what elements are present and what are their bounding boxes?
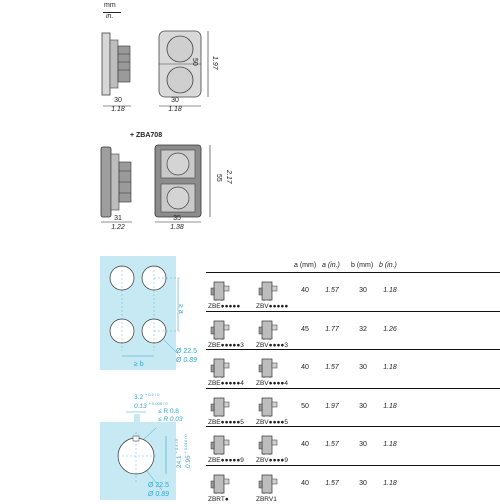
cutout2-d2-value: 24.1 [176, 455, 184, 468]
cell-a-in: 1.57 [325, 479, 339, 487]
cutout1-dia-mm: Ø 22.5 [176, 348, 198, 355]
table-row [206, 272, 500, 311]
cell-b-in: 1.18 [383, 402, 397, 410]
reference-1: ZBE●●●●●9 [208, 457, 244, 464]
reference-2: ZBV●●●●9 [256, 457, 288, 464]
cutout2-radius-in: ≤ R 0.03 [158, 416, 183, 423]
cell-a-mm: 50 [301, 402, 309, 410]
table-row [206, 426, 500, 465]
table-row [206, 388, 500, 427]
mid-front-width-in: 1.38 [170, 224, 184, 231]
contact-block-2-icon [258, 433, 280, 455]
cell-b-in: 1.18 [383, 441, 397, 448]
cutout2-d1-tol: + 0.2 / 0 [144, 392, 160, 397]
cell-b-in: 1.18 [383, 479, 397, 487]
cutout2-d1-value: 3.2 [134, 394, 144, 402]
cell-a-in: 1.57 [325, 287, 339, 294]
cutout1-b-label: ≥ b [134, 361, 144, 368]
cutout1-a-label: ≥ a [177, 304, 184, 314]
contact-block-2-icon [258, 395, 280, 417]
cutout2-d1-in-tol: + 0.008 / 0 [148, 401, 168, 406]
contact-block-2-icon [258, 356, 280, 378]
cutout2-d2-tol: + 0.4 / 0 [174, 438, 179, 454]
cell-b-mm: 30 [359, 364, 367, 371]
mid-caption: + ZBA708 [130, 132, 163, 139]
mid-side-width-in: 1.22 [111, 224, 125, 231]
header-a-in: a (in.) [322, 262, 340, 269]
top-view-drawing [95, 28, 215, 118]
cell-b-mm: 30 [359, 441, 367, 448]
top-side-width-in: 1.18 [111, 106, 125, 113]
table-row [206, 465, 500, 504]
contact-block-2-icon [258, 472, 280, 494]
unit-mm: mm [104, 2, 116, 9]
cell-b-in: 1.18 [383, 364, 397, 371]
contact-block-1-icon [210, 279, 232, 301]
cutout1-dia-in: Ø 0.89 [176, 357, 198, 364]
cutout2-d2 [174, 439, 183, 468]
cutout2-d2-in-tol: + 0.016 / 0 [183, 434, 188, 454]
cell-a-in: 1.57 [325, 364, 339, 371]
header-b-mm: b (mm) [351, 262, 374, 269]
cell-a-mm: 40 [301, 364, 309, 371]
cell-b-mm: 32 [359, 325, 367, 333]
table-row [206, 349, 500, 388]
cell-a-in: 1.97 [325, 402, 339, 410]
cell-a-in: 1.77 [325, 325, 339, 333]
mid-side-width-mm: 31 [114, 215, 122, 222]
mid-height-in: 2.17 [225, 170, 232, 184]
contact-block-1-icon [210, 395, 232, 417]
top-height-mm: 50 [191, 58, 198, 66]
cutout2-dia-mm: Ø 22.5 [148, 482, 170, 489]
mid-front-width-mm: 35 [173, 215, 181, 222]
contact-block-1-icon [210, 318, 232, 340]
reference-2: ZBRV1 [256, 495, 277, 503]
reference-1: ZBE●●●●●3 [208, 341, 244, 349]
contact-block-1-icon [210, 433, 232, 455]
cutout2-d2-in-value: 0.95 [185, 455, 193, 468]
cell-b-mm: 30 [359, 479, 367, 487]
header-a-mm: a (mm) [294, 262, 317, 269]
cell-a-mm: 40 [301, 441, 309, 448]
cell-b-in: 1.18 [383, 287, 397, 294]
mid-height-mm: 55 [215, 174, 222, 182]
contact-block-1-icon [210, 356, 232, 378]
table-row [206, 311, 500, 350]
cell-b-mm: 30 [359, 287, 367, 294]
top-side-width-mm: 30 [114, 97, 122, 104]
cell-a-mm: 45 [301, 325, 309, 333]
reference-1: ZBE●●●●● [208, 303, 241, 310]
reference-2: ZBV●●●●3 [256, 341, 288, 349]
header-b-in: b (in.) [379, 262, 397, 269]
cutout2-dia-in: Ø 0.89 [148, 491, 170, 498]
cutout2-radius-mm: ≤ R 0.8 [158, 408, 179, 415]
cutout2-d1 [134, 392, 159, 401]
contact-block-1-icon [210, 472, 232, 494]
cutout2-d1-in-value: 0.13 [134, 403, 147, 411]
cutout2-d2-in [183, 435, 192, 468]
cell-a-in: 1.57 [325, 441, 339, 448]
reference-2: ZBV●●●●● [256, 303, 289, 310]
cell-a-mm: 40 [301, 479, 309, 487]
top-height-in: 1.97 [211, 56, 218, 70]
contact-block-2-icon [258, 279, 280, 301]
unit-in: in. [106, 13, 114, 20]
cell-b-mm: 30 [359, 402, 367, 410]
reference-1: ZBE●●●●●4 [208, 380, 244, 387]
contact-block-2-icon [258, 318, 280, 340]
reference-2: ZBV●●●●4 [256, 380, 288, 387]
cell-b-in: 1.26 [383, 325, 397, 333]
cell-a-mm: 40 [301, 287, 309, 294]
reference-1: ZBRT● [208, 495, 229, 503]
reference-1: ZBE●●●●●5 [208, 418, 244, 426]
top-front-width-in: 1.18 [168, 106, 182, 113]
reference-2: ZBV●●●●5 [256, 418, 288, 426]
top-front-width-mm: 30 [171, 97, 179, 104]
